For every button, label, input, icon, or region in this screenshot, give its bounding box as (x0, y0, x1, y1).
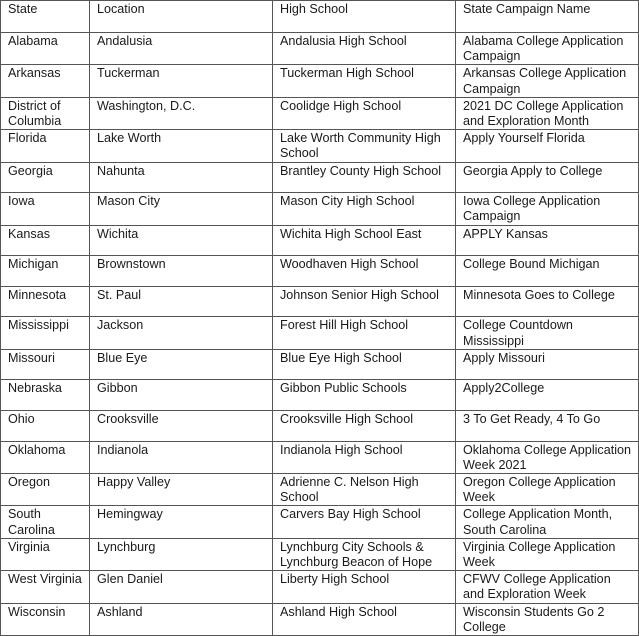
cell-high-school: Coolidge High School (273, 97, 456, 129)
cell-high-school: Mason City High School (273, 193, 456, 225)
table-row (1, 349, 639, 380)
cell-state: Florida (1, 130, 90, 162)
table-row (1, 225, 639, 256)
table-row (1, 162, 639, 193)
cell-state: Minnesota (1, 286, 90, 317)
cell-location: Andalusia (90, 33, 273, 65)
cell-campaign-name: 2021 DC College Application and Exploration Month (456, 97, 639, 129)
table-row (1, 441, 639, 473)
table-row (1, 603, 639, 635)
cell-location: Ashland (90, 603, 273, 635)
cell-state: Mississippi (1, 317, 90, 349)
cell-state: Virginia (1, 538, 90, 570)
cell-state: Georgia (1, 162, 90, 193)
cell-high-school: Lake Worth Community High School (273, 130, 456, 162)
table-row (1, 65, 639, 97)
cell-high-school: Adrienne C. Nelson High School (273, 474, 456, 506)
cell-high-school: Carvers Bay High School (273, 506, 456, 538)
cell-location: Wichita (90, 225, 273, 256)
table-row (1, 538, 639, 570)
cell-campaign-name: Virginia College Application Week (456, 538, 639, 570)
header-high-school: High School (273, 1, 456, 33)
cell-campaign-name: Oregon College Application Week (456, 474, 639, 506)
cell-high-school: Woodhaven High School (273, 256, 456, 287)
cell-state: Missouri (1, 349, 90, 380)
cell-campaign-name: Arkansas College Application Campaign (456, 65, 639, 97)
cell-location: Happy Valley (90, 474, 273, 506)
cell-state: Kansas (1, 225, 90, 256)
table-row (1, 130, 639, 162)
cell-state: Nebraska (1, 380, 90, 411)
cell-high-school: Liberty High School (273, 571, 456, 603)
table-row (1, 97, 639, 129)
cell-location: Lake Worth (90, 130, 273, 162)
cell-location: Mason City (90, 193, 273, 225)
cell-state: Alabama (1, 33, 90, 65)
cell-high-school: Crooksville High School (273, 411, 456, 442)
cell-campaign-name: Oklahoma College Application Week 2021 (456, 441, 639, 473)
table-row (1, 286, 639, 317)
cell-state: Oklahoma (1, 441, 90, 473)
header-state: State (1, 1, 90, 33)
cell-state: Wisconsin (1, 603, 90, 635)
cell-state: Ohio (1, 411, 90, 442)
table-row (1, 193, 639, 225)
cell-state: South Carolina (1, 506, 90, 538)
cell-campaign-name: College Application Month, South Carolina (456, 506, 639, 538)
cell-location: Indianola (90, 441, 273, 473)
header-location: Location (90, 1, 273, 33)
cell-campaign-name: Minnesota Goes to College (456, 286, 639, 317)
header-campaign-name: State Campaign Name (456, 1, 639, 33)
table-header-row (1, 1, 639, 33)
table-row (1, 317, 639, 349)
cell-location: Blue Eye (90, 349, 273, 380)
table-row (1, 571, 639, 603)
cell-campaign-name: Wisconsin Students Go 2 College (456, 603, 639, 635)
cell-campaign-name: Iowa College Application Campaign (456, 193, 639, 225)
cell-campaign-name: 3 To Get Ready, 4 To Go (456, 411, 639, 442)
cell-campaign-name: Apply2College (456, 380, 639, 411)
cell-campaign-name: Apply Yourself Florida (456, 130, 639, 162)
table-row (1, 474, 639, 506)
cell-high-school: Forest Hill High School (273, 317, 456, 349)
cell-state: Arkansas (1, 65, 90, 97)
cell-high-school: Brantley County High School (273, 162, 456, 193)
table-body (1, 33, 639, 636)
cell-location: Jackson (90, 317, 273, 349)
table-row (1, 506, 639, 538)
cell-high-school: Blue Eye High School (273, 349, 456, 380)
cell-high-school: Indianola High School (273, 441, 456, 473)
cell-high-school: Ashland High School (273, 603, 456, 635)
cell-location: Nahunta (90, 162, 273, 193)
cell-location: Hemingway (90, 506, 273, 538)
cell-campaign-name: College Bound Michigan (456, 256, 639, 287)
cell-state: West Virginia (1, 571, 90, 603)
cell-location: Brownstown (90, 256, 273, 287)
table-row (1, 411, 639, 442)
cell-state: Oregon (1, 474, 90, 506)
cell-location: Glen Daniel (90, 571, 273, 603)
table-row (1, 380, 639, 411)
cell-location: Gibbon (90, 380, 273, 411)
cell-high-school: Johnson Senior High School (273, 286, 456, 317)
cell-campaign-name: College Countdown Mississippi (456, 317, 639, 349)
cell-location: Washington, D.C. (90, 97, 273, 129)
cell-campaign-name: APPLY Kansas (456, 225, 639, 256)
cell-high-school: Tuckerman High School (273, 65, 456, 97)
cell-location: St. Paul (90, 286, 273, 317)
table-row (1, 256, 639, 287)
cell-location: Lynchburg (90, 538, 273, 570)
cell-location: Tuckerman (90, 65, 273, 97)
cell-campaign-name: Apply Missouri (456, 349, 639, 380)
cell-campaign-name: CFWV College Application and Exploration Week (456, 571, 639, 603)
cell-high-school: Lynchburg City Schools & Lynchburg Beacon of Hope (273, 538, 456, 570)
cell-high-school: Andalusia High School (273, 33, 456, 65)
cell-campaign-name: Georgia Apply to College (456, 162, 639, 193)
cell-campaign-name: Alabama College Application Campaign (456, 33, 639, 65)
cell-state: District of Columbia (1, 97, 90, 129)
cell-state: Michigan (1, 256, 90, 287)
cell-high-school: Wichita High School East (273, 225, 456, 256)
cell-state: Iowa (1, 193, 90, 225)
cell-location: Crooksville (90, 411, 273, 442)
cell-high-school: Gibbon Public Schools (273, 380, 456, 411)
table-row (1, 33, 639, 65)
